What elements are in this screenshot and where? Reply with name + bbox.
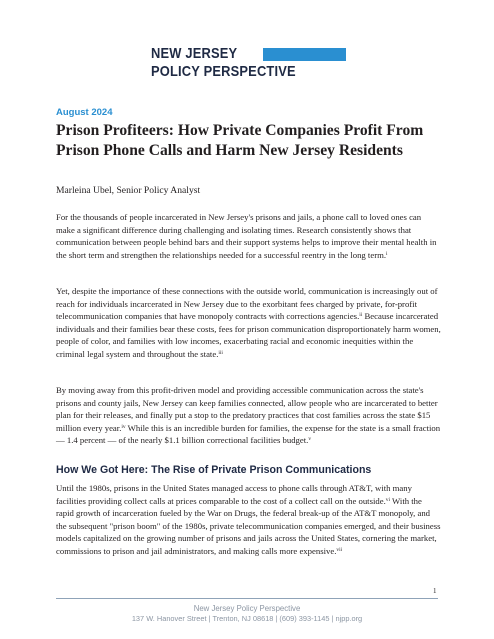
- solution-paragraph: [56, 384, 441, 447]
- logo-line-2: POLICY PERSPECTIVE: [151, 63, 296, 80]
- endnote-ref[interactable]: iii: [218, 349, 223, 356]
- paragraph-text: Until the 1980s, prisons in the United States managed access to phone calls through AT&T, with many facilities providing collect calls at prices comparable to the cost of a collect call on the outside.: [56, 483, 412, 506]
- paragraph-text: While this is an incredible burden for families, the expense for the state is a small fraction — 1.4 percent — of the nearly $1.1 billion correctional facilities budget.: [56, 422, 441, 446]
- section-heading: How We Got Here: The Rise of Private Prison Communications: [56, 464, 372, 476]
- paragraph-text: Because incarcerated individuals and their families bear these costs, fees for prison communication disproportionately harm women, people of color, and families with low incomes, exacerbating racial and economic inequities within the criminal legal system and throughout the state.: [56, 311, 441, 359]
- logo-line-1: NEW JERSEY: [151, 45, 238, 62]
- author-byline: Marleina Ubel, Senior Policy Analyst: [56, 185, 201, 196]
- paragraph-text: With the rapid growth of incarceration fueled by the War on Drugs, the federal break-up of the AT&T monopoly, and the subsequent "prison boom" of the 1980s, private telecommunication companies emerged, and their business models capitalized on the growing number of prisons and jails across the United States, cornering the market, commissions to prison and jail administrators, and making calls more expensive.: [56, 495, 441, 556]
- paragraph-text: For the thousands of people incarcerated in New Jersey's prisons and jails, a phone call to loved ones can make a significant difference during challenging and isolating times. Research consistently shows that communication between people behind bars and their support systems helps to improve their mental health in the short term and strengthen the relationships needed for a successful reentry in the long term.: [56, 212, 437, 260]
- endnote-ref[interactable]: vi: [385, 496, 391, 503]
- footer-divider: [56, 598, 438, 599]
- footer-contact: 137 W. Hanover Street | Trenton, NJ 08618 | (609) 393-1145 | njpp.org: [131, 614, 363, 623]
- paragraph-text: Yet, despite the importance of these connections with the outside world, communication is increasingly out of reach for individuals incarcerated in New Jersey due to the exorbitant fees charged by private, for-profit telecommunication companies that have monopoly contracts with corrections agencies.: [56, 286, 438, 322]
- endnote-ref[interactable]: vii: [336, 546, 343, 553]
- report-title: Prison Profiteers: How Private Companies Profit From Prison Phone Calls and Harm New Jersey Residents: [56, 122, 424, 159]
- endnote-ref[interactable]: v: [308, 436, 312, 443]
- fees-paragraph: [56, 285, 441, 361]
- history-paragraph: [56, 482, 441, 558]
- page-number: 1: [433, 587, 437, 595]
- endnote-ref[interactable]: iv: [121, 423, 126, 430]
- endnote-ref[interactable]: ii: [359, 312, 363, 319]
- njpp-logo: [151, 44, 346, 82]
- publication-date: August 2024: [56, 107, 113, 118]
- intro-paragraph: [56, 211, 441, 261]
- endnote-ref[interactable]: i: [386, 250, 388, 257]
- paragraph-text: By moving away from this profit-driven model and providing accessible communication across the state's prisons and county jails, New Jersey can keep families connected, allow people who are incarcerated to better plan for their releases, and finally put a stop to the predatory practices that cost families across the state $15 million every year.: [56, 385, 438, 433]
- logo-accent-bar: [263, 48, 346, 61]
- footer-org-name: New Jersey Policy Perspective: [193, 604, 301, 613]
